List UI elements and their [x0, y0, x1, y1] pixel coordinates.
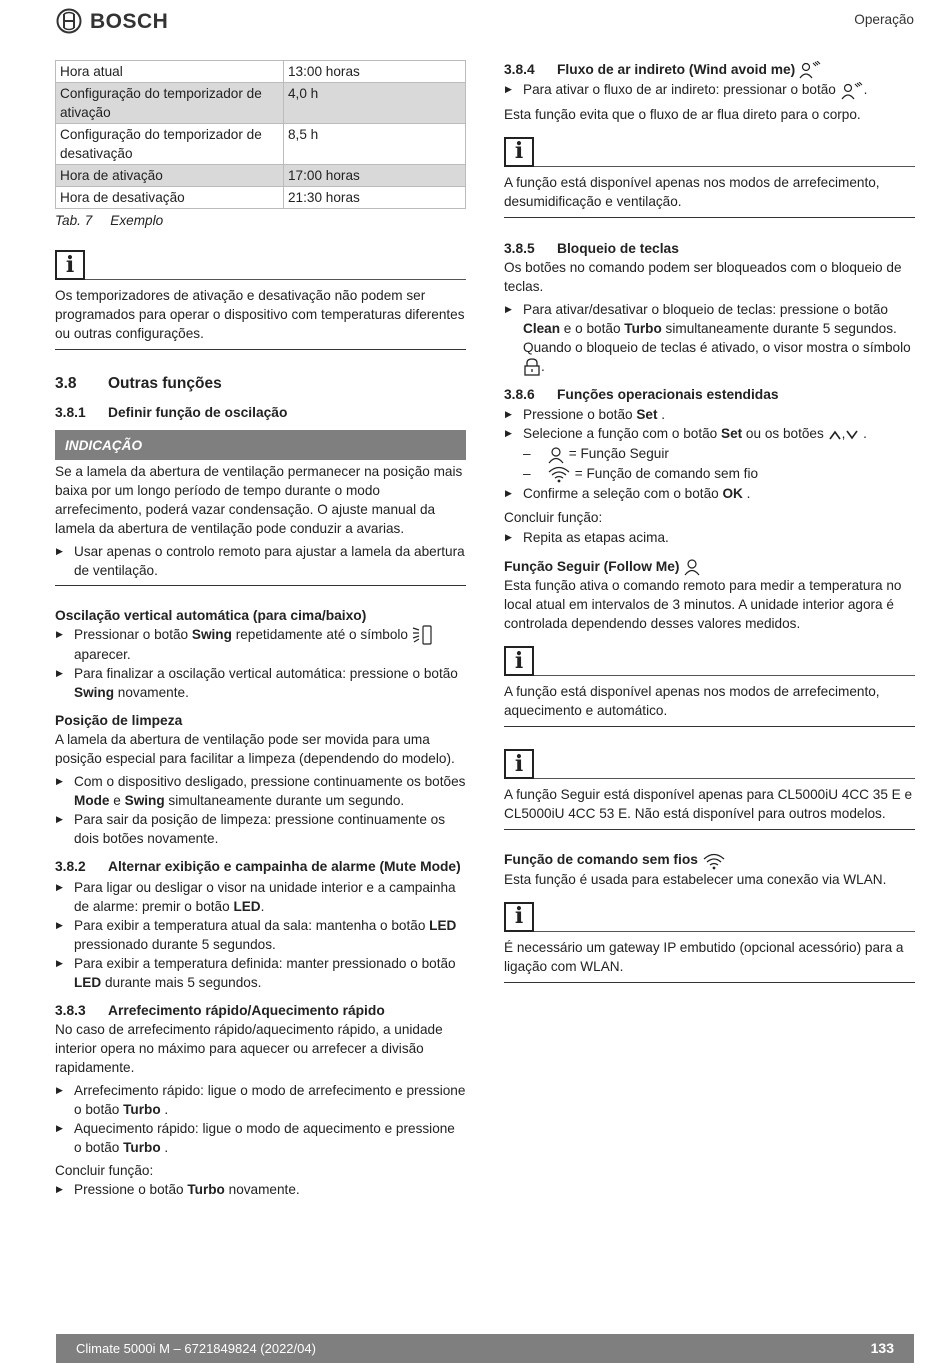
info-box [504, 137, 915, 218]
table-cell-value: 4,0 h [284, 83, 466, 124]
table-cell-value: 21:30 horas [284, 187, 466, 209]
right-column [504, 60, 915, 983]
list-item: ▶ Para ativar o fluxo de ar indireto: pressionar o botão . [504, 80, 915, 99]
caption-number: Tab. 7 [55, 213, 93, 228]
swing-icon [412, 625, 434, 645]
paragraph: Esta função é usada para estabelecer uma conexão via WLAN. [504, 871, 887, 887]
list-item: ▶ Repita as etapas acima. [504, 528, 915, 547]
info-icon: i [55, 250, 85, 280]
person-icon [547, 446, 565, 464]
list-item: ▶ Para ativar/desativar o bloqueio de teclas: pressione o botão Clean e o botão Turbo simultaneamente durante 5 segundos. Quando o bloqueio de teclas é ativado, o visor mostra o símbolo . [504, 300, 915, 377]
left-column [55, 60, 466, 1199]
section-label: Operação [854, 12, 914, 27]
paragraph: Os botões no comando podem ser bloqueados com o bloqueio de teclas. [504, 259, 902, 294]
list-item: ▶ Selecione a função com o botão Set ou os botões , . [504, 424, 915, 443]
table-cell-value: 17:00 horas [284, 165, 466, 187]
paragraph: Concluir função: [55, 1163, 154, 1179]
chevron-down-icon [845, 429, 859, 441]
list-item: ▶ Arrefecimento rápido: ligue o modo de arrefecimento e pressione o botão Turbo . [55, 1081, 466, 1119]
info-icon: i [504, 749, 534, 779]
table-cell-label: Hora de ativação [56, 165, 284, 187]
list-item: ▶ Para exibir a temperatura atual da sala: mantenha o botão LED pressionado durante 5 segundos. [55, 916, 466, 954]
example-table [55, 60, 466, 209]
topic-heading: Posição de limpeza [55, 713, 183, 729]
page-footer [56, 1334, 914, 1363]
info-text: Os temporizadores de ativação e desativação não podem ser programados para operar o dispositivo com temperaturas diferentes ou outras configurações. [55, 288, 465, 341]
list-item: ▶ Para sair da posição de limpeza: pressione continuamente os dois botões novamente. [55, 810, 466, 848]
wind-avoid-icon [799, 61, 821, 79]
paragraph: Esta função ativa o comando remoto para medir a temperatura no local atual em intervalos de 3 minutos. A unidade interior agora é controlada dependendo desses valores medidos. [504, 578, 902, 632]
table-cell-value: 8,5 h [284, 124, 466, 165]
topic-heading: Função de comando sem fios [504, 850, 915, 869]
list-item: ▶ Pressionar o botão Swing repetidamente até o símbolo aparecer. [55, 625, 466, 664]
list-item: – = Função de comando sem fio [523, 464, 915, 483]
brand-logo [56, 8, 168, 34]
table-row [56, 83, 466, 124]
wifi-icon [547, 465, 571, 483]
table-caption [55, 211, 466, 230]
subsection-heading: 3.8.5 Bloqueio de teclas [504, 240, 679, 256]
wifi-icon [702, 852, 726, 870]
person-icon [683, 558, 701, 576]
list-item: ▶ Para ligar ou desligar o visor na unidade interior e a campainha de alarme: premir o botão LED. [55, 878, 466, 916]
notice-block [55, 430, 466, 586]
paragraph: Concluir função: [504, 509, 603, 525]
table-cell-label: Hora de desativação [56, 187, 284, 209]
notice-text: Se a lamela da abertura de ventilação permanecer na posição mais baixa por um longo período de tempo durante o modo arrefecimento, poderá vazar condensação. O ajuste manual da lamela da abertura de ventilação pode conduzir a avarias. [55, 464, 463, 536]
list-item: ▶ Pressione o botão Turbo novamente. [55, 1180, 466, 1199]
table-row [56, 61, 466, 83]
info-icon: i [504, 646, 534, 676]
info-box [504, 749, 915, 830]
section-heading: 3.8 Outras funções [55, 375, 222, 392]
list-item: ▶ Aquecimento rápido: ligue o modo de aquecimento e pressione o botão Turbo . [55, 1119, 466, 1157]
list-item: ▶ Com o dispositivo desligado, pressione continuamente os botões Mode e Swing simultaneamente durante um segundo. [55, 772, 466, 810]
bosch-logo-icon [56, 8, 82, 34]
paragraph: No caso de arrefecimento rápido/aquecimento rápido, a unidade interior opera no máximo para aquecer ou arrefecer a divisão rapidamente. [55, 1022, 443, 1076]
info-box [504, 646, 915, 727]
table-row [56, 124, 466, 165]
info-icon: i [504, 902, 534, 932]
topic-heading: Função Seguir (Follow Me) [504, 557, 915, 576]
table-row [56, 187, 466, 209]
subsection-heading: 3.8.1 Definir função de oscilação [55, 405, 288, 420]
info-text: A função está disponível apenas nos modos de arrefecimento, desumidificação e ventilação. [504, 174, 880, 209]
info-text: A função Seguir está disponível apenas para CL5000iU 4CC 35 E e CL5000iU 4CC 53 E. Não está disponível para outros modelos. [504, 787, 913, 822]
lock-icon [523, 357, 541, 377]
list-item: ▶ Para exibir a temperatura definida: manter pressionado o botão LED durante mais 5 segundos. [55, 954, 466, 992]
list-item: ▶ Usar apenas o controlo remoto para ajustar a lamela da abertura de ventilação. [55, 542, 466, 580]
subsection-heading: 3.8.2 Alternar exibição e campainha de alarme (Mute Mode) [55, 859, 461, 875]
table-row [56, 165, 466, 187]
list-item: ▶ Pressione o botão Set . [504, 405, 915, 424]
list-item: ▶ Confirme a seleção com o botão OK . [504, 484, 915, 503]
table-cell-label: Configuração do temporizador de ativação [56, 83, 284, 124]
paragraph: A lamela da abertura de ventilação pode ser movida para uma posição especial para facilitar a limpeza (dependendo do modelo). [55, 732, 455, 767]
info-box [504, 902, 915, 983]
brand-name: BOSCH [90, 9, 169, 33]
subsection-heading: 3.8.4 Fluxo de ar indireto (Wind avoid me) [504, 60, 915, 79]
table-cell-label: Configuração do temporizador de desativação [56, 124, 284, 165]
info-icon: i [504, 137, 534, 167]
list-item: ▶ Para finalizar a oscilação vertical automática: pressione o botão Swing novamente. [55, 664, 466, 702]
footer-doc-id: Climate 5000i M – 6721849824 (2022/04) [76, 1341, 316, 1356]
notice-label: INDICAÇÃO [55, 430, 466, 460]
wind-avoid-icon [840, 82, 864, 100]
paragraph: Esta função evita que o fluxo de ar flua direto para o corpo. [504, 106, 861, 122]
caption-text: Exemplo [110, 213, 164, 228]
info-text: É necessário um gateway IP embutido (opcional acessório) para a ligação com WLAN. [504, 939, 904, 974]
table-cell-value: 13:00 horas [284, 61, 466, 83]
info-text: A função está disponível apenas nos modos de arrefecimento, aquecimento e automático. [504, 684, 880, 719]
chevron-up-icon [828, 429, 842, 441]
subsection-heading: 3.8.6 Funções operacionais estendidas [504, 387, 779, 403]
page-number: 133 [870, 1340, 894, 1356]
topic-heading: Oscilação vertical automática (para cima/baixo) [55, 608, 367, 623]
subsection-heading: 3.8.3 Arrefecimento rápido/Aquecimento rápido [55, 1003, 385, 1019]
list-item: – = Função Seguir [523, 444, 915, 463]
table-cell-label: Hora atual [56, 61, 284, 83]
info-box [55, 250, 466, 350]
